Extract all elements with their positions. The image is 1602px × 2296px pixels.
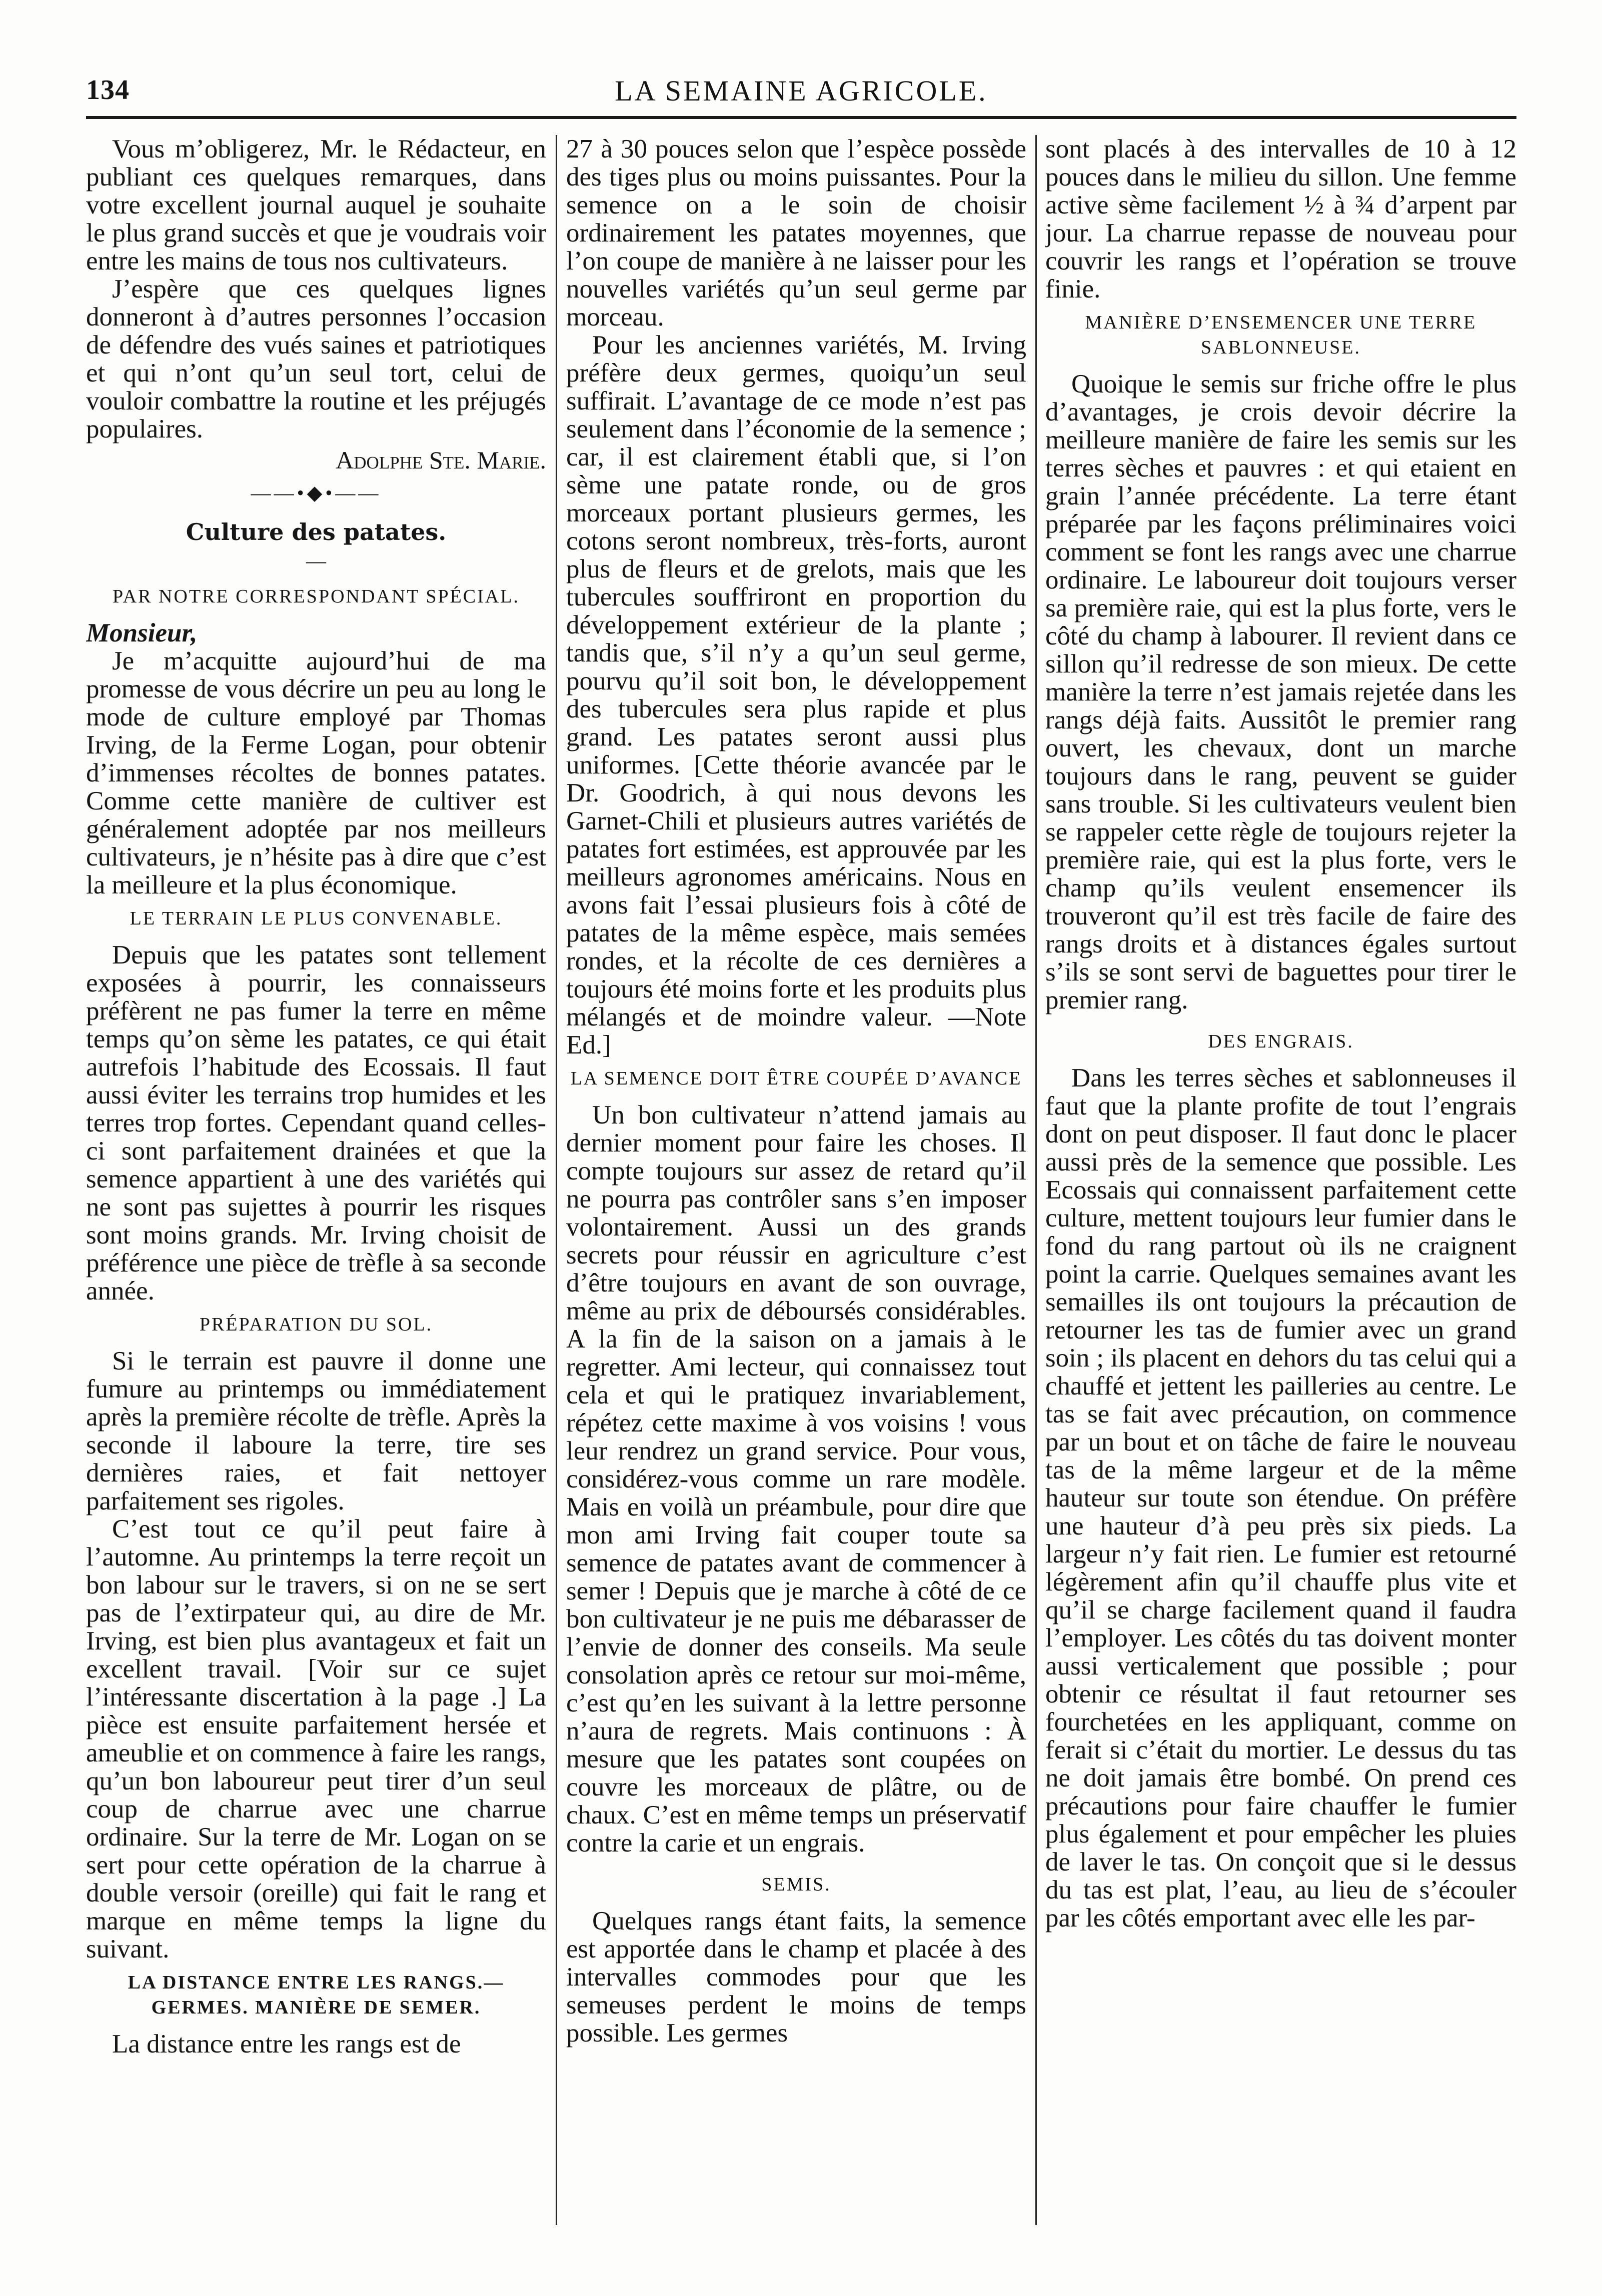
- signature: Adolphe Ste. Marie.: [336, 446, 546, 474]
- paragraph: Depuis que les patates sont tellement exposées à pourrir, les connaisseurs préfèrent ne pas fumer la terre en même temps qu’on sème les patates, ce qui était autrefois l’habitude des Ecossais. Il faut aussi éviter les terrains trop humides et les terres trop fortes. Cependant quand celles-ci sont parfaitement drainées et que la semence appartient à une des variétés qui ne sont pas sujettes à pourrir les risques sont moins grands. Mr. Irving choisit de préférence une pièce de trèfle à sa seconde année.: [86, 940, 546, 1306]
- paragraph: C’est tout ce qu’il peut faire à l’automne. Au printemps la terre reçoit un bon labour sur le travers, si on ne se sert pas de l’extirpateur qui, au dire de Mr. Irving, est bien plus avantageux et fait un excellent travail. [Voir sur ce sujet l’intéressante discertation à la page .] La pièce est ensuite parfaitement hersée et ameublie et on commence à faire les rangs, qu’un bon laboureur peut tirer d’un seul coup de charrue avec une charrue ordinaire. Sur la terre de Mr. Logan on se sert pour cette opération de la charrue à double versoir (oreille) qui fait le rang et marque en même temps la ligne du suivant.: [86, 1514, 546, 1964]
- section-heading: SEMIS.: [761, 1874, 831, 1895]
- paragraph: Je m’acquitte aujourd’hui de ma promesse de vous décrire un peu au long le mode de culture employé par Thomas Irving, de la Ferme Logan, pour obtenir d’immenses récoltes de bonnes patates. Comme cette manière de cultiver est généralement adoptée par nos meilleurs cultivateurs, je n’hésite pas à dire que c’est la meilleure et la plus économique.: [86, 646, 546, 900]
- title-dash: —: [306, 550, 326, 572]
- paragraph: Dans les terres sèches et sablonneuses il faut que la plante profite de tout l’engrais dont on peut disposer. Il faut donc le placer aussi près de la semence que possible. Les Ecossais qui connaissent parfaitement cette culture, mettent toujours leur fumier dans le fond du rang partout où ils ne craignent point la carrie. Quelques semaines avant les semailles ils ont toujours la précaution de retourner les tas de fumier avec un grand soin ; ils placent en dehors du tas celui qui a chauffé et jettent les pailleries au centre. Le tas se fait avec précaution, on commence par un bout et on tâche de faire le nouveau tas de la même largeur et de la même hauteur sur toute son étendue. On préfère une hauteur d’à peu près six pieds. La largeur n’y fait rien. Le fumier est retourné légèrement afin qu’il chauffe plus vite et qu’il se charge facilement quand il faudra l’employer. Les côtés du tas doivent monter aussi verticalement que possible ; pour obtenir ce résultat il faut retourner ses fourchetées en les appliquant, comme on ferait si c’était du mortier. Le dessus du tas ne doit jamais être bombé. On prend ces précautions pour faire chauffer le fumier plus également et pour empêcher les pluies de laver le tas. On conçoit que si le dessus du tas est plat, l’eau, au lieu de s’écouler par les côtés emportant avec elle les par-: [1045, 1064, 1516, 1932]
- salutation: Monsieur,: [86, 618, 198, 648]
- paragraph: sont placés à des intervalles de 10 à 12 pouces dans le milieu du sillon. Une femme active sème facilement ½ à ¾ d’arpent par jour. La charrue repasse de nouveau pour couvrir les rangs et l’opération se trouve finie.: [1045, 135, 1516, 304]
- section-heading: MANIÈRE D’ENSEMENCER UNE TERRE SABLONNEUSE.: [1085, 312, 1477, 358]
- paragraph: Un bon cultivateur n’attend jamais au dernier moment pour faire les choses. Il compte toujours sur assez de retard qu’il ne pourra pas contrôler sans s’en imposer volontairement. Aussi un des grands secrets pour réussir en agriculture c’est d’être toujours en avant de son ouvrage, même au prix de déboursés considérables. A la fin de la saison on a jamais à le regretter. Ami lecteur, qui connaissez tout cela et qui le pratiquez invariablement, répétez cette maxime à vos voisins ! vous leur rendrez un grand service. Pour vous, considérez-vous comme un rare modèle. Mais en voilà un préambule, pour dire que mon ami Irving fait couper toute sa semence de patates avant de commencer à semer ! Depuis que je marche à côté de ce bon cultivateur je ne puis me débarasser de l’envie de donner des conseils. Ma seule consolation après ce retour sur moi-même, c’est qu’en les suivant à la lettre personne n’aura de regrets. Mais continuons : À mesure que les patates sont coupées on couvre les morceaux de plâtre, ou de chaux. C’est en même temps un préservatif contre la carie et un engrais.: [566, 1100, 1026, 1858]
- section-heading: LA SEMENCE DOIT ÊTRE COUPÉE D’AVANCE: [570, 1068, 1022, 1089]
- paragraph: 27 à 30 pouces selon que l’espèce possède des tiges plus ou moins puissantes. Pour la semence on a le soin de choisir ordinairement les patates moyennes, que l’on coupe de manière à ne laisser pour les nouvelles variétés qu’un seul germe par morceau.: [566, 135, 1026, 332]
- column-2: [566, 135, 1026, 2228]
- paragraph: La distance entre les rangs est de: [112, 2030, 461, 2058]
- paragraph: Quelques rangs étant faits, la semence est apportée dans le champ et placée à des intervalles commodes pour que les semeuses perdent le moins de temps possible. Les germes: [566, 1906, 1026, 2048]
- column-divider: [556, 135, 557, 2225]
- page-number: 134: [86, 74, 130, 106]
- paragraph: Pour les anciennes variétés, M. Irving préfère deux germes, quoiqu’un seul suffirait. L’avantage de ce mode n’est pas seulement dans l’économie de la semence ; car, il est clairement établi que, si l’on sème une patate ronde, ou de gros morceaux portant plusieurs germes, les cotons seront nombreux, très-forts, auront plus de fleurs et de grelots, mais que les tubercules souffriront en proportion du développement extérieur de la plante ; tandis que, s’il n’y a qu’un seul germe, pourvu qu’il soit bon, le développement des tubercules sera plus rapide et plus grand. Les patates seront aussi plus uniformes. [Cette théorie avancée par le Dr. Goodrich, à qui nous devons les Garnet-Chili et plusieurs autres variétés de patates fort estimées, est approuvée par les meilleurs agronomes américains. Nous en avons fait l’essai plusieurs fois à côté de patates de la même espèce, mais semées rondes, et la récolte de ces dernières a toujours été moins forte et les produits plus mélangés et de moindre valeur. —Note Ed.]: [566, 330, 1026, 1060]
- column-divider: [1035, 135, 1037, 2225]
- section-heading: DES ENGRAIS.: [1208, 1031, 1354, 1052]
- header-rule: [86, 116, 1516, 119]
- column-3: [1045, 135, 1516, 2228]
- byline: PAR NOTRE CORRESPONDANT SPÉCIAL.: [113, 586, 520, 607]
- paragraph: Si le terrain est pauvre il donne une fumure au printemps ou immédiatement après la première récolte de trèfle. Après la seconde il laboure la terre, tire ses dernières raies, et fait nettoyer parfaitement ses rigoles.: [86, 1346, 546, 1516]
- column-1: [86, 135, 546, 2228]
- running-title: LA SEMAINE AGRICOLE.: [615, 74, 988, 107]
- paragraph: Quoique le semis sur friche offre le plus d’avantages, je crois devoir décrire la meilleure manière de faire les semis sur les terres sèches et pauvres : et qui etaient en grain l’année précédente. La terre étant préparée par les façons préliminaires voici comment se font les rangs avec une charrue ordinaire. Le laboureur doit toujours verser sa première raie, qui est la plus forte, vers le côté du champ à labourer. Il revient dans ce sillon qu’il redresse de son mieux. De cette manière la terre n’est jamais rejetée dans les rangs déjà faits. Aussitôt le premier rang ouvert, les chevaux, dont un marche toujours dans le rang, peuvent se guider sans trouble. Si les cultivateurs veulent bien se rappeler cette règle de toujours rejeter la première raie, qui est la plus forte, vers le champ qu’ils veulent ensemencer ils trouveront qu’il est très facile de faire des rangs droits et à distances égales surtout s’ils se sont servi de baguettes pour tirer le premier rang.: [1045, 370, 1516, 1014]
- section-heading: LA DISTANCE ENTRE LES RANGS.—GERMES. MANIÈRE DE SEMER.: [128, 1972, 505, 2018]
- section-heading: LE TERRAIN LE PLUS CONVENABLE.: [130, 908, 503, 929]
- paragraph: Vous m’obligerez, Mr. le Rédacteur, en publiant ces quelques remarques, dans votre excellent journal auquel je souhaite le plus grand succès et que je voudrais voir entre les mains de tous nos cultivateurs.: [86, 135, 546, 276]
- ornament-divider: ——•◆•——: [251, 482, 382, 504]
- section-heading: PRÉPARATION DU SOL.: [199, 1314, 433, 1335]
- paragraph: J’espère que ces quelques lignes donneront à d’autres personnes l’occasion de défendre des vués saines et patriotiques et qui n’ont qu’un seul tort, celui de vouloir combattre la routine et les préjugés populaires.: [86, 274, 546, 444]
- article-title: Culture des patates.: [186, 518, 447, 546]
- page-header: [86, 74, 1516, 114]
